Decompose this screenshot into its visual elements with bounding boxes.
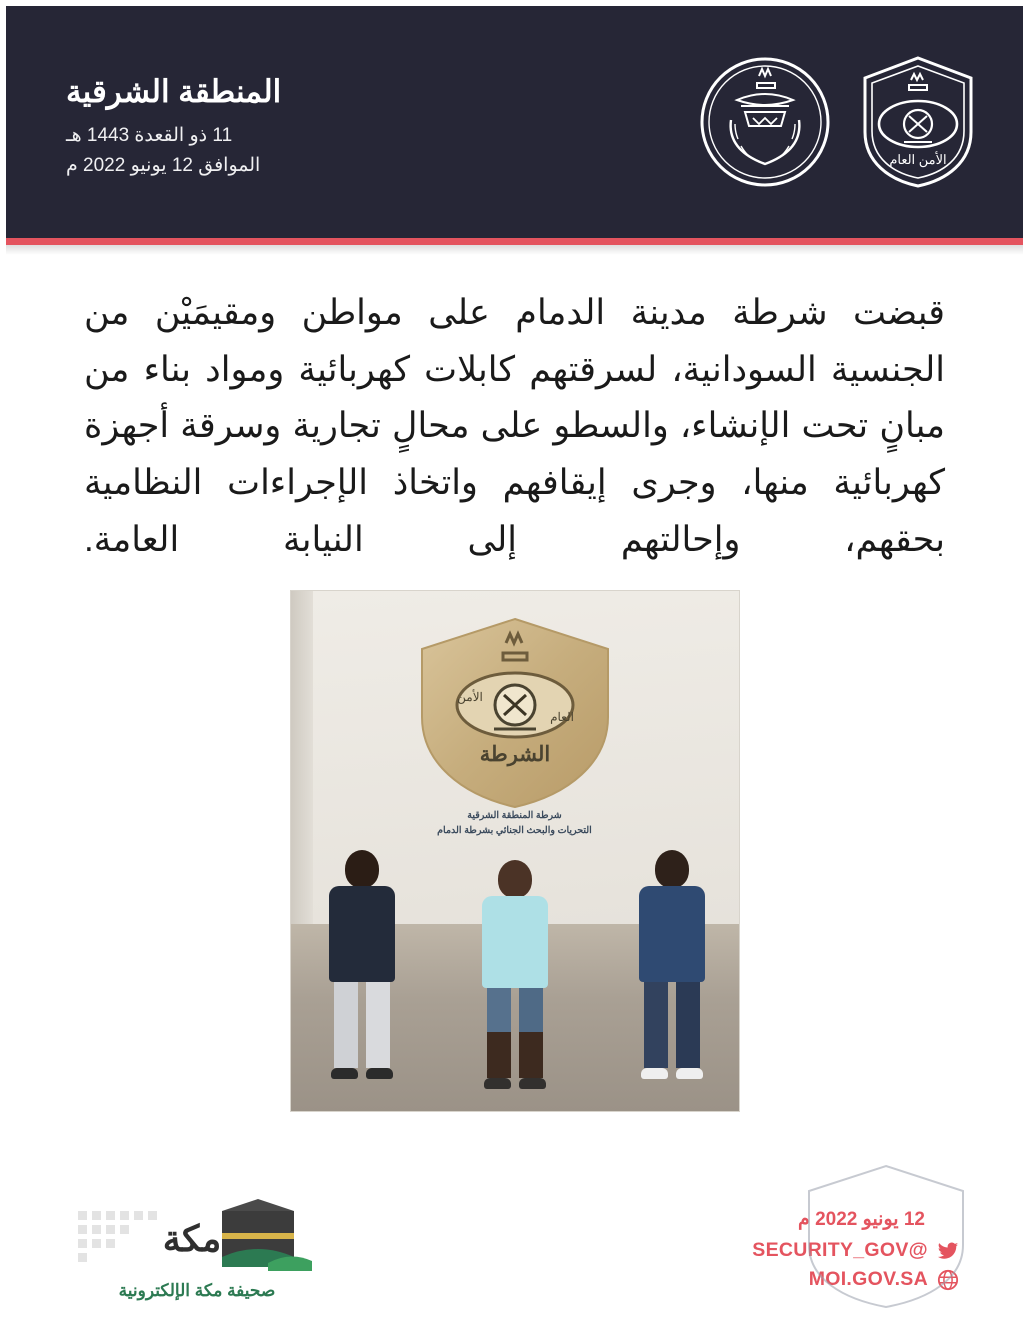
- footer-bar: [6, 1165, 1023, 1325]
- figure-shin: [519, 1032, 543, 1078]
- emblem-title: الشرطة: [479, 743, 550, 767]
- wall-police-emblem-icon: [410, 613, 620, 813]
- figure-head: [655, 850, 689, 888]
- suspect-figure: [639, 850, 705, 1079]
- news-body-text: قبضت شرطة مدينة الدمام على مواطن ومقيمَيْن من الجنسية السودانية، لسرقتهم كابلات كهربائية ومواد بناء من مبانٍ تحت الإنشاء، والسطو على محالٍ تجارية وسرقة أجهزة كهربائية منها، وجرى إيقافهم واتخاذ الإجراءات النظامية بحقهم، وإحالتهم إلى النيابة العامة.: [84, 293, 945, 559]
- figure-shoe: [366, 1068, 393, 1079]
- figure-head: [498, 860, 532, 898]
- figure-shoe: [331, 1068, 358, 1079]
- figure-torso: [639, 886, 705, 982]
- suspect-figure: [329, 850, 395, 1079]
- figure-torso: [482, 896, 548, 988]
- makkah-brand-word: مكة: [162, 1218, 222, 1259]
- wall-caption: [365, 809, 665, 838]
- figure-torso: [329, 886, 395, 982]
- hijri-date: 11 ذو القعدة 1443 هـ: [66, 124, 233, 146]
- figure-legs: [487, 988, 543, 1032]
- public-security-shield-logo: [859, 54, 977, 190]
- figure-leg: [519, 988, 543, 1032]
- body-section: [6, 255, 1023, 568]
- makkah-brand-caption: صحيفة مكة الإلكترونية: [118, 1281, 276, 1300]
- svg-text:الأمن: الأمن: [456, 690, 483, 705]
- svg-text:العام: العام: [549, 710, 574, 725]
- footer-shield-watermark: [801, 1161, 971, 1311]
- figure-shoe: [519, 1078, 546, 1089]
- figure-legs: [334, 982, 390, 1068]
- figure-head: [345, 850, 379, 888]
- twitter-handle[interactable]: @SECURITY_GOV: [752, 1239, 928, 1261]
- figure-lower-legs: [487, 1032, 543, 1078]
- footer-date: 12 يونيو 2022 م: [798, 1209, 925, 1230]
- wall-caption-line1: شرطة المنطقة الشرقية: [467, 810, 562, 822]
- wall-caption-line2: التحريات والبحث الجنائي بشرطة الدمام: [437, 824, 592, 836]
- figure-leg: [487, 988, 511, 1032]
- suspects-photo: [290, 590, 740, 1112]
- figure-shoe: [484, 1078, 511, 1089]
- police-circular-emblem: [697, 54, 833, 190]
- figure-leg: [366, 982, 390, 1068]
- figure-leg: [644, 982, 668, 1068]
- website-url[interactable]: MOI.GOV.SA: [808, 1268, 928, 1290]
- gregorian-date: الموافق 12 يونيو 2022 م: [66, 154, 261, 176]
- makkah-brand-block: [52, 1195, 342, 1301]
- figure-leg: [676, 982, 700, 1068]
- region-title: المنطقة الشرقية: [66, 73, 282, 109]
- header-bar: [6, 6, 1023, 238]
- suspect-figure: [482, 860, 548, 1089]
- photo-section: [6, 590, 1023, 1112]
- figure-legs: [644, 982, 700, 1068]
- figure-shoes: [484, 1078, 546, 1089]
- svg-text:الأمن العام: الأمن العام: [889, 152, 947, 167]
- photo-pillar: [291, 591, 313, 924]
- header-text-block: [66, 68, 281, 177]
- figure-shoe: [676, 1068, 703, 1079]
- figure-shin: [487, 1032, 511, 1078]
- accent-divider: [6, 238, 1023, 245]
- figure-leg: [334, 982, 358, 1068]
- footer-contact-block: [709, 1208, 959, 1297]
- makkah-logo: [72, 1195, 322, 1277]
- figure-shoes: [641, 1068, 703, 1079]
- figure-shoes: [331, 1068, 393, 1079]
- divider-shadow: [6, 245, 1023, 255]
- figure-shoe: [641, 1068, 668, 1079]
- header-logos: [697, 54, 977, 190]
